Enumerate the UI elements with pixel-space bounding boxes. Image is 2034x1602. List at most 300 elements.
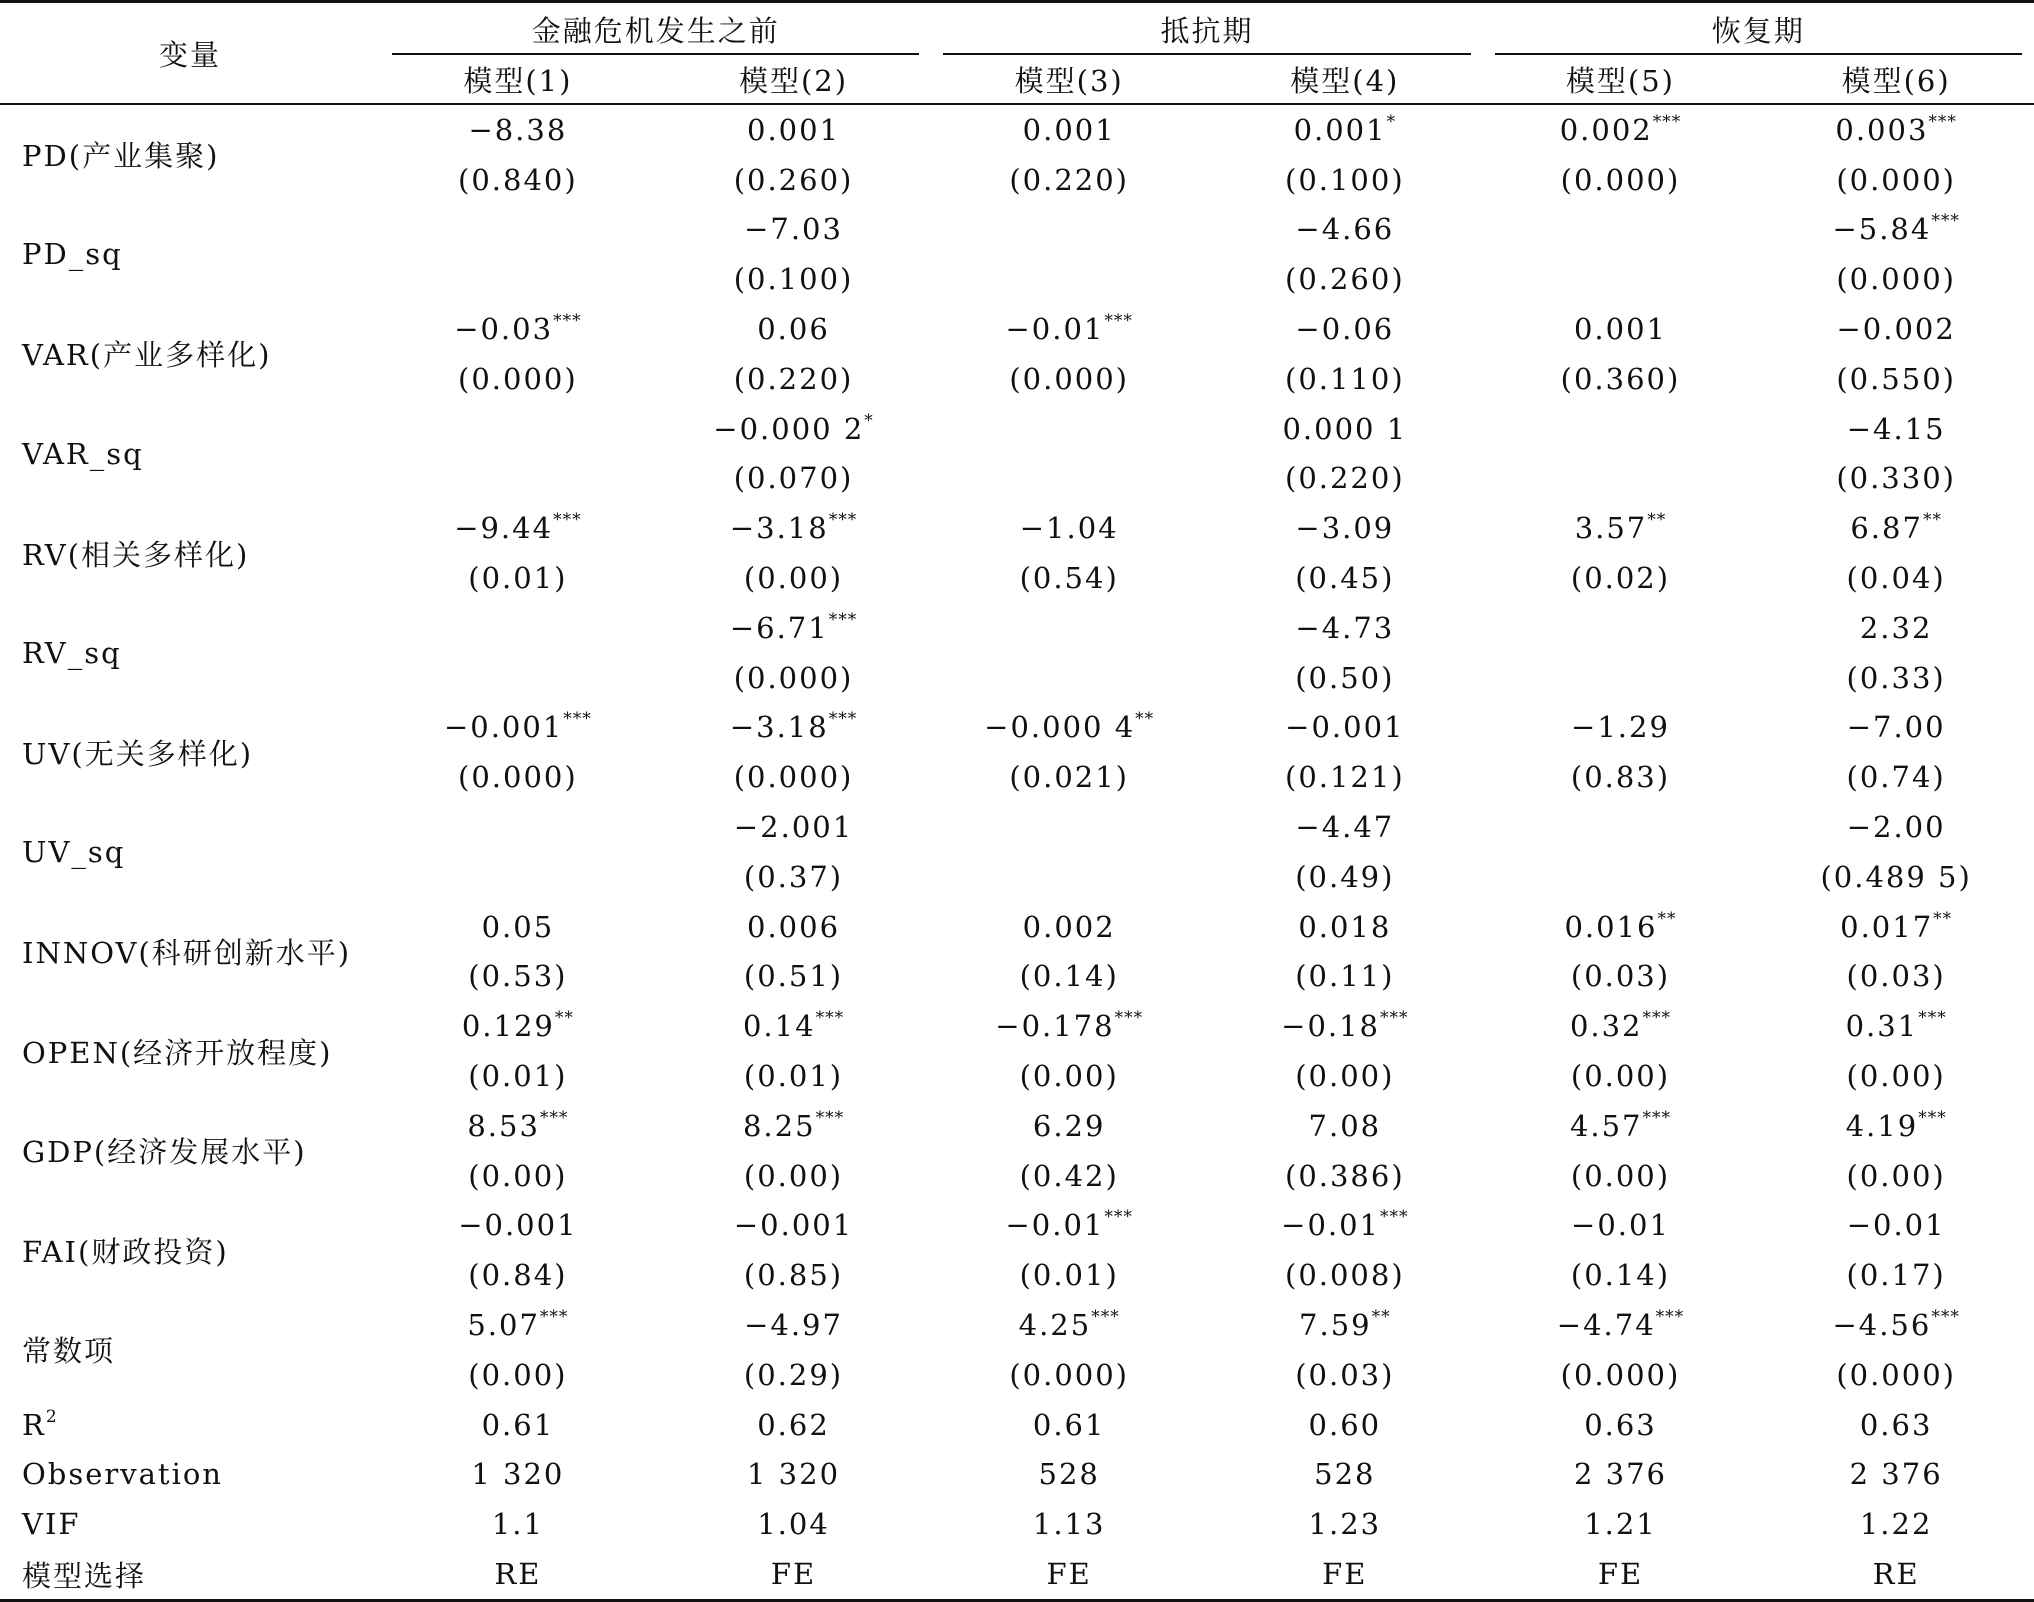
variable-label: FAI(财政投资)	[22, 1234, 229, 1269]
coefficient-value: 7.08	[1308, 1108, 1382, 1143]
coefficient-value: 0.016	[1564, 909, 1658, 944]
p-value-cell: (0.51)	[743, 959, 844, 994]
coefficient-cell	[931, 104, 1207, 155]
p-value-cell: (0.42)	[1019, 1158, 1119, 1193]
stat-value: 1.22	[1859, 1507, 1933, 1542]
coefficient-value: −0.000 2	[713, 411, 865, 446]
coefficient-value: 6.29	[1032, 1108, 1106, 1143]
coefficient-cell	[1483, 603, 1759, 653]
stat-value: 2 376	[1849, 1457, 1943, 1492]
coefficient-value: 0.31	[1845, 1009, 1919, 1044]
significance-stars: ***	[1104, 311, 1133, 332]
coefficient-value: −3.09	[1295, 511, 1395, 546]
p-value-cell: (0.489 5)	[1820, 859, 1972, 894]
coefficient-cell	[931, 404, 1207, 454]
significance-stars: ***	[1091, 1307, 1120, 1328]
coefficient-cell	[1758, 1101, 2034, 1151]
coefficient-value: −0.002	[1836, 312, 1956, 347]
coefficient-cell	[931, 703, 1207, 753]
coefficient-value: 0.000 1	[1282, 411, 1408, 446]
model-header: 模型(1)	[380, 55, 656, 104]
coefficient-cell	[1483, 104, 1759, 155]
p-value-cell: (0.53)	[468, 959, 568, 994]
p-value-cell: (0.000)	[458, 361, 578, 396]
stat-label-text: Observation	[22, 1457, 223, 1492]
p-value-cell: (0.02)	[1570, 561, 1671, 596]
stat-value: FE	[1322, 1557, 1368, 1591]
coefficient-value: 0.006	[747, 909, 841, 944]
stat-label	[0, 1549, 380, 1600]
coefficient-cell	[1207, 703, 1483, 753]
p-value-cell	[1483, 254, 1759, 304]
significance-stars: *	[864, 410, 874, 431]
coefficient-cell	[1758, 304, 2034, 354]
p-value-cell: (0.121)	[1285, 760, 1405, 795]
p-value-cell: (0.29)	[743, 1357, 844, 1392]
p-value-cell: (0.000)	[1836, 162, 1956, 197]
stat-value: 1.1	[491, 1507, 544, 1542]
coefficient-value: 4.25	[1018, 1308, 1092, 1343]
stats-row	[0, 1450, 2034, 1500]
coefficient-cell	[380, 104, 656, 155]
p-value-cell: (0.01)	[468, 561, 568, 596]
stats-row	[0, 1549, 2034, 1600]
significance-stars: ***	[815, 1008, 845, 1029]
coefficient-cell	[1207, 205, 1483, 255]
stat-value: 0.63	[1859, 1407, 1933, 1442]
coefficient-value: 0.05	[481, 909, 555, 944]
significance-stars: ***	[1114, 1008, 1144, 1029]
p-value-cell: (0.000)	[1836, 1357, 1956, 1392]
significance-stars: ***	[1642, 1107, 1672, 1128]
coefficient-value: −0.01	[1281, 1208, 1381, 1243]
significance-stars: ***	[1104, 1207, 1133, 1228]
coefficient-cell	[1758, 1001, 2034, 1051]
significance-stars: ***	[828, 609, 858, 630]
coefficient-cell	[1483, 404, 1759, 454]
p-value-cell: (0.000)	[458, 760, 578, 795]
p-value-cell: (0.110)	[1285, 361, 1405, 396]
coefficient-value: 0.018	[1298, 909, 1392, 944]
coefficient-cell	[656, 703, 932, 753]
p-value-cell: (0.54)	[1019, 561, 1119, 596]
p-value-cell	[931, 653, 1207, 703]
significance-stars: ***	[815, 1107, 845, 1128]
coefficient-cell	[931, 603, 1207, 653]
table-row	[0, 1001, 2034, 1051]
p-value-cell: (0.008)	[1285, 1258, 1405, 1293]
coefficient-cell	[931, 1001, 1207, 1051]
stat-value: FE	[770, 1557, 817, 1591]
p-value-cell: (0.000)	[1560, 162, 1681, 197]
coefficient-value: 0.001	[747, 112, 841, 147]
significance-stars: ***	[1642, 1008, 1672, 1029]
stat-value: 2 376	[1573, 1457, 1667, 1492]
coefficient-cell	[656, 1201, 932, 1251]
significance-stars: ***	[1655, 1307, 1685, 1328]
coefficient-value: −0.178	[995, 1009, 1115, 1044]
coefficient-cell	[1758, 503, 2034, 553]
p-value-cell	[1483, 653, 1759, 703]
significance-stars: ***	[563, 709, 592, 730]
coefficient-value: 6.87	[1850, 511, 1923, 546]
coefficient-cell	[1483, 902, 1759, 952]
stat-label-superscript: 2	[45, 1406, 58, 1427]
significance-stars: ***	[1918, 1107, 1947, 1128]
coefficient-cell	[656, 802, 932, 852]
table-body	[0, 104, 2034, 1600]
coefficient-cell	[380, 802, 656, 852]
coefficient-value: 8.53	[467, 1108, 540, 1143]
table-row	[0, 1101, 2034, 1151]
coefficient-value: 0.002	[1022, 909, 1116, 944]
p-value-cell: (0.00)	[1295, 1059, 1395, 1094]
coefficient-value: −0.03	[454, 312, 554, 347]
coefficient-value: 0.14	[742, 1009, 816, 1044]
coefficient-cell	[656, 1001, 932, 1051]
p-value-cell: (0.11)	[1295, 959, 1395, 994]
coefficient-value: 4.19	[1845, 1108, 1919, 1143]
coefficient-cell	[1758, 902, 2034, 952]
p-value-cell: (0.220)	[733, 361, 854, 396]
stat-value: 1 320	[471, 1457, 565, 1492]
p-value-cell: (0.000)	[1009, 361, 1129, 396]
table-row	[0, 304, 2034, 354]
group-label: 抵抗期	[1160, 13, 1254, 48]
p-value-cell: (0.00)	[1846, 1059, 1946, 1094]
stat-value: 528	[1314, 1457, 1376, 1492]
coefficient-cell	[1207, 503, 1483, 553]
coefficient-value: −5.84	[1832, 212, 1932, 247]
coefficient-value: −0.18	[1281, 1009, 1381, 1044]
coefficient-cell	[1207, 104, 1483, 155]
p-value-cell: (0.14)	[1019, 959, 1119, 994]
coefficient-cell	[1207, 902, 1483, 952]
coefficient-value: −2.00	[1846, 810, 1946, 845]
coefficient-cell	[1207, 802, 1483, 852]
p-value-cell: (0.03)	[1570, 959, 1671, 994]
coefficient-cell	[1207, 1001, 1483, 1051]
table-row	[0, 902, 2034, 952]
coefficient-value: −3.18	[729, 710, 829, 745]
model-header: 模型(5)	[1483, 55, 1759, 104]
p-value-cell: (0.100)	[1285, 162, 1405, 197]
coefficient-cell	[1758, 1201, 2034, 1251]
p-value-cell: (0.00)	[1019, 1059, 1119, 1094]
group-header-pre-crisis	[380, 2, 931, 56]
coefficient-cell	[380, 304, 656, 354]
coefficient-cell	[1758, 205, 2034, 255]
p-value-cell	[931, 254, 1207, 304]
p-value-cell	[380, 852, 656, 902]
coefficient-value: −2.001	[733, 810, 854, 845]
coefficient-cell	[656, 902, 932, 952]
coefficient-cell	[656, 404, 932, 454]
p-value-cell: (0.330)	[1836, 461, 1956, 496]
coefficient-cell	[380, 1101, 656, 1151]
coefficient-value: −6.71	[729, 610, 829, 645]
coefficient-cell	[1758, 603, 2034, 653]
p-value-cell	[1483, 852, 1759, 902]
coefficient-value: 2.32	[1859, 610, 1933, 645]
coefficient-cell	[656, 1101, 932, 1151]
variable-label: OPEN(经济开放程度)	[22, 1035, 333, 1070]
p-value-cell: (0.000)	[1836, 262, 1956, 297]
p-value-cell	[931, 852, 1207, 902]
coefficient-value: −4.73	[1295, 610, 1395, 645]
coefficient-cell	[1758, 1300, 2034, 1350]
table-row	[0, 1300, 2034, 1350]
stat-value: 0.63	[1584, 1407, 1657, 1442]
variable-label: 常数项	[22, 1334, 116, 1369]
significance-stars: ***	[1652, 111, 1682, 132]
variable-header: 变量	[0, 2, 380, 105]
p-value-cell: (0.37)	[743, 859, 844, 894]
significance-stars: **	[1371, 1307, 1391, 1328]
coefficient-cell	[1207, 404, 1483, 454]
stat-value: 0.61	[481, 1407, 555, 1442]
coefficient-cell	[1483, 205, 1759, 255]
coefficient-value: −0.001	[1285, 710, 1405, 745]
variable-label: VAR_sq	[22, 436, 144, 471]
p-value-cell: (0.85)	[743, 1258, 844, 1293]
table-row	[0, 104, 2034, 155]
coefficient-cell	[1207, 1300, 1483, 1350]
coefficient-value: −9.44	[454, 511, 554, 546]
significance-stars: *	[1386, 111, 1397, 132]
coefficient-value: −0.000 4	[984, 710, 1136, 745]
coefficient-value: −1.04	[1019, 511, 1119, 546]
p-value-cell: (0.000)	[733, 760, 854, 795]
stat-value: 1.04	[757, 1507, 830, 1542]
coefficient-value: 0.017	[1840, 909, 1934, 944]
significance-stars: ***	[553, 311, 582, 332]
significance-stars: ***	[1918, 1008, 1947, 1029]
p-value-cell: (0.01)	[468, 1059, 568, 1094]
coefficient-cell	[931, 503, 1207, 553]
p-value-cell: (0.550)	[1836, 361, 1956, 396]
coefficient-value: 0.129	[461, 1009, 555, 1044]
coefficient-value: −0.01	[1005, 312, 1105, 347]
coefficient-cell	[656, 1300, 932, 1350]
coefficient-cell	[656, 603, 932, 653]
significance-stars: **	[1657, 908, 1677, 929]
p-value-cell: (0.360)	[1560, 361, 1681, 396]
p-value-cell: (0.04)	[1846, 561, 1946, 596]
coefficient-cell	[931, 1201, 1207, 1251]
coefficient-value: −4.97	[744, 1308, 843, 1343]
p-value-cell	[380, 653, 656, 703]
p-value-cell: (0.070)	[733, 461, 854, 496]
coefficient-cell	[931, 304, 1207, 354]
p-value-cell: (0.03)	[1846, 959, 1946, 994]
variable-label: RV(相关多样化)	[22, 537, 250, 572]
coefficient-cell	[1207, 603, 1483, 653]
p-value-cell: (0.03)	[1295, 1357, 1395, 1392]
table-row	[0, 603, 2034, 653]
coefficient-value: −0.01	[1571, 1208, 1670, 1243]
p-value-cell: (0.260)	[733, 162, 854, 197]
significance-stars: ***	[539, 1307, 569, 1328]
coefficient-value: 0.002	[1559, 112, 1653, 147]
p-value-cell: (0.00)	[468, 1357, 568, 1392]
model-header: 模型(3)	[931, 55, 1207, 104]
p-value-cell: (0.00)	[743, 561, 844, 596]
p-value-cell: (0.260)	[1285, 262, 1405, 297]
p-value-cell: (0.01)	[1019, 1258, 1119, 1293]
coefficient-value: −0.001	[733, 1208, 854, 1243]
table-row	[0, 503, 2034, 553]
coefficient-cell	[1483, 1001, 1759, 1051]
coefficient-value: −0.06	[1295, 312, 1395, 347]
model-header: 模型(4)	[1207, 55, 1483, 104]
coefficient-cell	[380, 503, 656, 553]
significance-stars: **	[1933, 908, 1953, 929]
stat-value: 1.23	[1308, 1507, 1382, 1542]
coefficient-cell	[1483, 1201, 1759, 1251]
coefficient-cell	[1207, 1101, 1483, 1151]
p-value-cell: (0.100)	[733, 262, 854, 297]
p-value-cell: (0.220)	[1009, 162, 1129, 197]
coefficient-cell	[1483, 1300, 1759, 1350]
coefficient-cell	[380, 1300, 656, 1350]
stat-value: 1 320	[747, 1457, 841, 1492]
coefficient-cell	[1758, 703, 2034, 753]
coefficient-cell	[931, 902, 1207, 952]
p-value-cell: (0.33)	[1846, 660, 1946, 695]
group-header-resistance	[931, 2, 1482, 56]
p-value-cell	[1483, 454, 1759, 504]
significance-stars: ***	[1928, 111, 1957, 132]
stat-value: 0.62	[757, 1407, 830, 1442]
coefficient-cell	[656, 304, 932, 354]
coefficient-cell	[380, 1201, 656, 1251]
coefficient-value: −0.001	[458, 1208, 578, 1243]
coefficient-value: −4.56	[1832, 1308, 1932, 1343]
coefficient-cell	[380, 603, 656, 653]
coefficient-value: −4.47	[1295, 810, 1395, 845]
variable-label: RV_sq	[22, 635, 122, 670]
header-row-groups	[0, 2, 2034, 56]
coefficient-value: −4.15	[1846, 411, 1946, 446]
stat-value: FE	[1597, 1557, 1644, 1591]
coefficient-cell	[1207, 304, 1483, 354]
table-row	[0, 802, 2034, 852]
coefficient-cell	[380, 404, 656, 454]
coefficient-cell	[1483, 1101, 1759, 1151]
coefficient-value: −7.03	[744, 212, 843, 247]
group-label: 金融危机发生之前	[531, 13, 780, 48]
p-value-cell: (0.84)	[468, 1258, 568, 1293]
significance-stars: ***	[828, 510, 858, 531]
coefficient-value: 0.003	[1835, 112, 1929, 147]
stat-label	[0, 1499, 380, 1549]
p-value-cell: (0.49)	[1295, 859, 1395, 894]
coefficient-value: −0.01	[1846, 1208, 1946, 1243]
variable-label: VAR(产业多样化)	[22, 338, 272, 373]
coefficient-value: 0.32	[1569, 1009, 1643, 1044]
coefficient-value: −8.38	[468, 112, 568, 147]
p-value-cell	[380, 454, 656, 504]
stat-value: 0.60	[1308, 1407, 1382, 1442]
coefficient-cell	[380, 902, 656, 952]
variable-label: UV(无关多样化)	[22, 736, 254, 771]
p-value-cell: (0.00)	[743, 1158, 844, 1193]
group-header-recovery	[1483, 2, 2034, 56]
group-label: 恢复期	[1711, 13, 1805, 48]
coefficient-cell	[656, 205, 932, 255]
p-value-cell: (0.83)	[1570, 760, 1671, 795]
p-value-cell: (0.000)	[733, 660, 854, 695]
significance-stars: ***	[1380, 1008, 1409, 1029]
stat-value: RE	[1872, 1557, 1920, 1591]
stat-value: FE	[1046, 1557, 1092, 1591]
coefficient-value: 3.57	[1574, 511, 1648, 546]
p-value-cell	[931, 454, 1207, 504]
coefficient-value: −3.18	[729, 511, 829, 546]
significance-stars: **	[1922, 510, 1942, 531]
coefficient-value: −7.00	[1846, 710, 1946, 745]
p-value-cell: (0.000)	[1560, 1357, 1681, 1392]
p-value-cell: (0.50)	[1295, 660, 1395, 695]
coefficient-cell	[931, 1300, 1207, 1350]
p-value-cell: (0.00)	[1570, 1059, 1671, 1094]
coefficient-cell	[1483, 304, 1759, 354]
coefficient-cell	[380, 703, 656, 753]
p-value-cell: (0.220)	[1285, 461, 1405, 496]
p-value-cell: (0.14)	[1570, 1258, 1671, 1293]
stat-value: 0.61	[1032, 1407, 1106, 1442]
coefficient-cell	[380, 205, 656, 255]
coefficient-value: 7.59	[1299, 1308, 1372, 1343]
p-value-cell: (0.00)	[1846, 1158, 1946, 1193]
coefficient-cell	[1758, 404, 2034, 454]
coefficient-cell	[1758, 802, 2034, 852]
coefficient-value: 0.001	[1573, 312, 1667, 347]
variable-label: PD(产业集聚)	[22, 139, 220, 174]
p-value-cell: (0.45)	[1295, 561, 1395, 596]
variable-label: PD_sq	[22, 237, 123, 272]
coefficient-cell	[931, 1101, 1207, 1151]
significance-stars: ***	[553, 510, 582, 531]
coefficient-value: 4.57	[1569, 1108, 1643, 1143]
model-header: 模型(2)	[656, 55, 932, 104]
significance-stars: ***	[1931, 211, 1960, 232]
coefficient-cell	[380, 1001, 656, 1051]
variable-label: UV_sq	[22, 834, 126, 869]
p-value-cell: (0.840)	[458, 162, 578, 197]
stat-label-text: VIF	[22, 1507, 81, 1542]
coefficient-cell	[1483, 802, 1759, 852]
p-value-cell: (0.000)	[1009, 1357, 1129, 1392]
variable-label: INNOV(科研创新水平)	[22, 936, 352, 971]
coefficient-value: 5.07	[467, 1308, 540, 1343]
p-value-cell: (0.021)	[1009, 760, 1129, 795]
stat-label	[0, 1400, 380, 1450]
stat-value: 528	[1038, 1457, 1100, 1492]
p-value-cell: (0.74)	[1846, 760, 1946, 795]
coefficient-cell	[931, 205, 1207, 255]
coefficient-value: 0.06	[757, 312, 830, 347]
coefficient-value: −0.001	[443, 710, 564, 745]
stat-value: 1.21	[1584, 1507, 1657, 1542]
coefficient-cell	[656, 503, 932, 553]
p-value-cell: (0.17)	[1846, 1258, 1946, 1293]
coefficient-cell	[931, 802, 1207, 852]
coefficient-value: 0.001	[1022, 112, 1116, 147]
coefficient-value: 0.001	[1293, 112, 1387, 147]
table-row	[0, 404, 2034, 454]
